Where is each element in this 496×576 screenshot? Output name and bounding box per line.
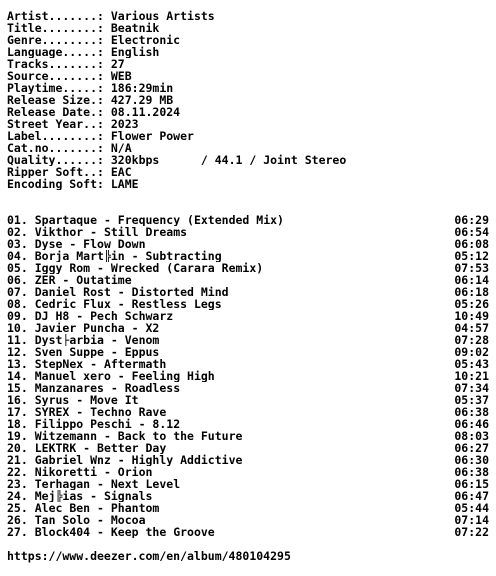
track-duration: 05:26	[454, 298, 489, 310]
info-row	[7, 166, 489, 178]
track-row	[7, 238, 489, 250]
track-duration: 06:54	[454, 226, 489, 238]
info-row	[7, 82, 489, 94]
track-title: Gabriel Wnz - Highly Addictive	[34, 454, 243, 466]
track-duration: 06:30	[454, 454, 489, 466]
track-duration: 08:03	[454, 430, 489, 442]
info-label: Title........:	[7, 22, 104, 34]
track-number: 12.	[7, 346, 28, 358]
track-title: Spartaque - Frequency (Extended Mix)	[34, 214, 284, 226]
track-number: 19.	[7, 430, 28, 442]
track-row	[7, 418, 489, 430]
info-value: 08.11.2024	[110, 106, 181, 118]
track-duration: 06:38	[454, 466, 489, 478]
track-number: 04.	[7, 250, 28, 262]
info-value: Flower Power	[110, 130, 194, 142]
track-duration: 10:49	[454, 310, 489, 322]
info-label: Tracks.......:	[7, 58, 104, 70]
track-number: 17.	[7, 406, 28, 418]
info-row	[7, 22, 489, 34]
track-number: 20.	[7, 442, 28, 454]
info-value: 27	[110, 58, 125, 70]
track-row	[7, 382, 489, 394]
info-label: Artist.......:	[7, 10, 104, 22]
track-number: 01.	[7, 214, 28, 226]
track-duration: 07:53	[454, 262, 489, 274]
track-title: LEKTRK - Better Day	[34, 442, 167, 454]
track-title: Manuel xero - Feeling High	[34, 370, 215, 382]
info-row	[7, 178, 489, 190]
track-duration: 07:34	[454, 382, 489, 394]
info-label: Encoding Soft:	[7, 178, 104, 190]
track-duration: 06:27	[454, 442, 489, 454]
info-row	[7, 118, 489, 130]
track-row	[7, 322, 489, 334]
track-title: Witzemann - Back to the Future	[34, 430, 243, 442]
track-title: Vikthor - Still Dreams	[34, 226, 188, 238]
track-number: 10.	[7, 322, 28, 334]
info-row	[7, 10, 489, 22]
track-number: 08.	[7, 298, 28, 310]
info-row	[7, 154, 489, 166]
track-number: 07.	[7, 286, 28, 298]
info-value: English	[110, 46, 160, 58]
track-duration: 07:14	[454, 514, 489, 526]
track-title: Nikoretti - Orion	[34, 466, 153, 478]
track-title: Tan Solo - Mocoa	[34, 514, 146, 526]
track-duration: 05:44	[454, 502, 489, 514]
track-title: StepNex - Aftermath	[34, 358, 167, 370]
track-duration: 06:38	[454, 406, 489, 418]
track-title: Syrus - Move It	[34, 394, 139, 406]
track-row	[7, 358, 489, 370]
info-label: Release Size.:	[7, 94, 104, 106]
track-row	[7, 310, 489, 322]
track-row	[7, 214, 489, 226]
track-number: 22.	[7, 466, 28, 478]
info-row	[7, 58, 489, 70]
track-title: Dyse - Flow Down	[34, 238, 146, 250]
album-url[interactable]: https://www.deezer.com/en/album/480104295	[7, 549, 291, 563]
track-number: 18.	[7, 418, 28, 430]
track-row	[7, 286, 489, 298]
track-row	[7, 442, 489, 454]
section-gap	[7, 190, 489, 214]
track-number: 02.	[7, 226, 28, 238]
track-number: 09.	[7, 310, 28, 322]
track-duration: 05:37	[454, 394, 489, 406]
track-duration: 04:57	[454, 322, 489, 334]
track-duration: 07:22	[454, 526, 489, 538]
info-label: Release Date.:	[7, 106, 104, 118]
info-label: Quality......:	[7, 154, 104, 166]
track-row	[7, 394, 489, 406]
info-row	[7, 106, 489, 118]
track-title: Alec Ben - Phantom	[34, 502, 160, 514]
track-title: Cedric Flux - Restless Legs	[34, 298, 222, 310]
track-title: Sven Suppe - Eppus	[34, 346, 160, 358]
release-nfo	[7, 10, 489, 562]
info-value: 2023	[110, 118, 139, 130]
track-number: 15.	[7, 382, 28, 394]
info-value: N/A	[110, 142, 132, 154]
track-number: 27.	[7, 526, 28, 538]
track-title: SYREX - Techno Rave	[34, 406, 167, 418]
track-title: Manzanares - Roadless	[34, 382, 181, 394]
track-row	[7, 226, 489, 238]
track-number: 23.	[7, 478, 28, 490]
track-row	[7, 466, 489, 478]
track-duration: 10:21	[454, 370, 489, 382]
info-value: LAME	[110, 178, 139, 190]
track-row	[7, 478, 489, 490]
info-value: Beatnik	[110, 22, 160, 34]
info-label: Cat.no.......:	[7, 142, 104, 154]
track-duration: 05:12	[454, 250, 489, 262]
track-row	[7, 526, 489, 538]
track-row	[7, 430, 489, 442]
track-number: 24.	[7, 490, 28, 502]
track-number: 21.	[7, 454, 28, 466]
track-row	[7, 502, 489, 514]
track-row	[7, 370, 489, 382]
track-row	[7, 346, 489, 358]
track-row	[7, 334, 489, 346]
info-value: EAC	[110, 166, 132, 178]
track-number: 14.	[7, 370, 28, 382]
info-row	[7, 142, 489, 154]
info-value: Various Artists	[110, 10, 215, 22]
info-row	[7, 130, 489, 142]
track-row	[7, 274, 489, 286]
info-row	[7, 34, 489, 46]
info-label: Language.....:	[7, 46, 104, 58]
track-row	[7, 454, 489, 466]
track-row	[7, 250, 489, 262]
track-title: Mej╠ias - Signals	[34, 490, 153, 502]
info-label: Label........:	[7, 130, 104, 142]
info-label: Street Year..:	[7, 118, 104, 130]
info-row	[7, 46, 489, 58]
info-value: Electronic	[110, 34, 181, 46]
info-value: 186:29min	[110, 82, 174, 94]
track-duration: 09:02	[454, 346, 489, 358]
track-title: Dyst├arbia - Venom	[34, 334, 160, 346]
info-label: Playtime.....:	[7, 82, 104, 94]
track-title: DJ H8 - Pech Schwarz	[34, 310, 174, 322]
track-duration: 06:47	[454, 490, 489, 502]
track-row	[7, 490, 489, 502]
track-duration: 06:08	[454, 238, 489, 250]
info-value: 427.29 MB	[110, 94, 174, 106]
track-number: 03.	[7, 238, 28, 250]
track-title: Daniel Rost - Distorted Mind	[34, 286, 229, 298]
track-title: Block404 - Keep the Groove	[34, 526, 215, 538]
track-number: 11.	[7, 334, 28, 346]
track-title: Javier Puncha - X2	[34, 322, 160, 334]
track-number: 16.	[7, 394, 28, 406]
info-label: Genre........:	[7, 34, 104, 46]
info-value: 320kbps / 44.1 / Joint Stereo	[110, 154, 347, 166]
track-row	[7, 298, 489, 310]
track-duration: 06:29	[454, 214, 489, 226]
track-title: Borja Mart╠in - Subtracting	[34, 250, 222, 262]
track-number: 26.	[7, 514, 28, 526]
track-duration: 06:14	[454, 274, 489, 286]
info-row	[7, 70, 489, 82]
track-number: 05.	[7, 262, 28, 274]
track-number: 13.	[7, 358, 28, 370]
track-title: ZER - Outatime	[34, 274, 132, 286]
track-title: Filippo Peschi - 8.12	[34, 418, 181, 430]
track-duration: 05:43	[454, 358, 489, 370]
track-number: 25.	[7, 502, 28, 514]
track-duration: 06:15	[454, 478, 489, 490]
tracklist	[7, 214, 489, 538]
track-duration: 06:46	[454, 418, 489, 430]
info-value: WEB	[110, 70, 132, 82]
track-title: Terhagan - Next Level	[34, 478, 181, 490]
track-row	[7, 406, 489, 418]
track-title: Iggy Rom - Wrecked (Carara Remix)	[34, 262, 264, 274]
track-number: 06.	[7, 274, 28, 286]
info-row	[7, 94, 489, 106]
info-label: Source.......:	[7, 70, 104, 82]
track-duration: 07:28	[454, 334, 489, 346]
track-duration: 06:18	[454, 286, 489, 298]
info-label: Ripper Soft..:	[7, 166, 104, 178]
release-info	[7, 10, 489, 190]
track-row	[7, 262, 489, 274]
track-row	[7, 514, 489, 526]
